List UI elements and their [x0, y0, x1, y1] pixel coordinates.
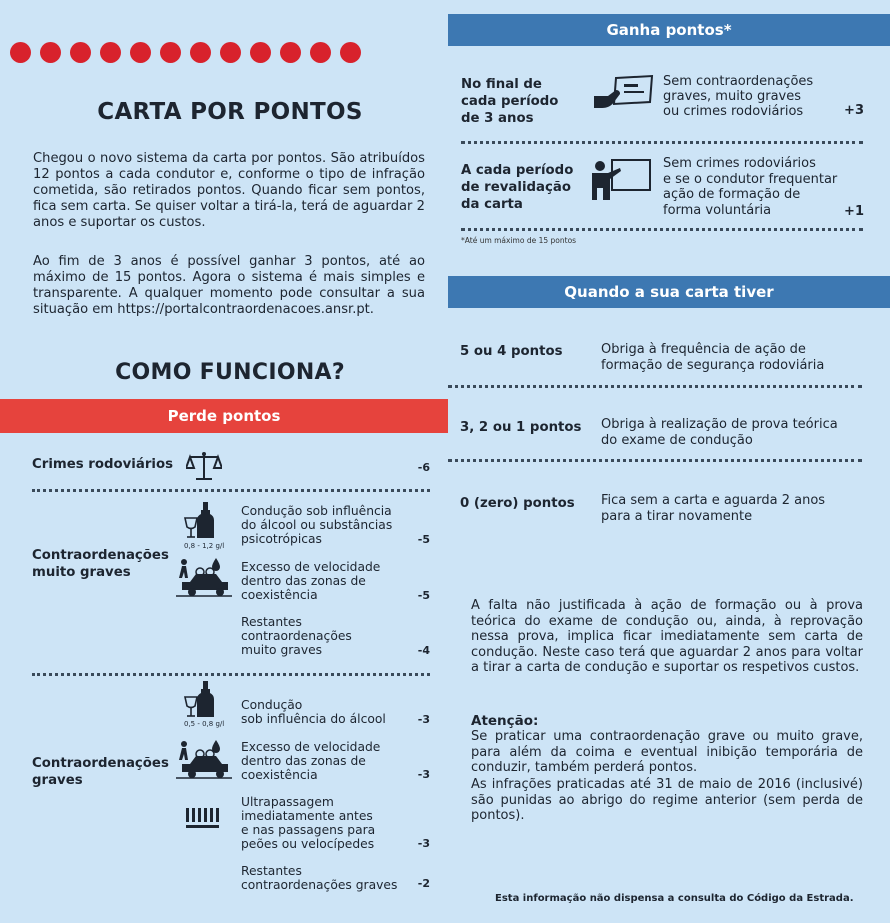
desc-line: sob influência do álcool: [241, 712, 386, 726]
when-row-1-label: 5 ou 4 pontos: [460, 344, 563, 359]
label-line: No final de: [461, 77, 542, 92]
desc-line: e nas passagens para: [241, 823, 376, 837]
very-serious-item-1-points: -5: [417, 533, 430, 546]
attention-paragraph-2: As infrações praticadas até 31 de maio de 2016 (inclusivé) são punidas ao abrigo do regime anterior (sem perda de pontos).: [471, 777, 863, 823]
serious-item-1: [241, 698, 386, 726]
desc-line: Obriga à frequência de ação de: [601, 342, 806, 357]
serious-item-2: [241, 740, 380, 782]
when-row-1-desc: [601, 342, 824, 373]
lose-points-header: Perde pontos: [0, 399, 448, 433]
license-hand-icon: [594, 74, 654, 114]
dot: [10, 42, 31, 63]
desc-line: Ultrapassagem: [241, 795, 334, 809]
label-line: de revalidação: [461, 180, 571, 195]
dot: [130, 42, 151, 63]
desc-line: coexistência: [241, 588, 318, 602]
desc-line: Obriga à realização de prova teórica: [601, 417, 838, 432]
desc-line: psicotrópicas: [241, 532, 322, 546]
desc-line: e se o condutor frequentar: [663, 171, 838, 187]
desc-line: para a tirar novamente: [601, 508, 753, 524]
bottle-glass-icon: [183, 679, 225, 719]
desc-line: peões ou velocípedes: [241, 837, 375, 851]
separator: [461, 228, 863, 231]
desc-line: dentro das zonas de: [241, 754, 366, 768]
when-row-2-desc: [601, 417, 838, 448]
desc-line: Excesso de velocidade: [241, 560, 381, 574]
dot: [160, 42, 181, 63]
alcohol-range-caption: 0,8 - 1,2 g/l: [184, 542, 225, 550]
very-serious-item-3-points: -4: [417, 644, 430, 657]
page-title: CARTA POR PONTOS: [97, 99, 363, 125]
dot: [340, 42, 361, 63]
alcohol-range-caption: 0,5 - 0,8 g/l: [184, 720, 225, 728]
desc-line: ou crimes rodoviários: [663, 104, 804, 119]
desc-line: ação de formação de: [663, 187, 801, 202]
desc-line: forma voluntária: [663, 202, 772, 218]
desc-line: Sem crimes rodoviários: [663, 156, 816, 171]
desc-line: contraordenações: [241, 629, 352, 643]
gain-row-1-desc: [663, 74, 813, 119]
gain-row-1-label: [461, 76, 558, 127]
desc-line: Restantes: [241, 615, 302, 629]
desc-line: dentro das zonas de: [241, 574, 366, 588]
desc-line: Condução sob influência: [241, 504, 392, 518]
attention-title: Atenção:: [471, 713, 539, 729]
gain-row-2-points: +1: [844, 204, 864, 219]
section-title-how: COMO FUNCIONA?: [115, 360, 345, 385]
gain-row-1-points: +3: [844, 103, 864, 118]
desc-line: Condução: [241, 698, 303, 712]
very-serious-item-2: [241, 560, 380, 602]
desc-line: graves, muito graves: [663, 89, 802, 104]
desc-line: Fica sem a carta e aguarda 2 anos: [601, 493, 826, 508]
very-serious-item-3: [241, 615, 352, 657]
scales-icon: [186, 450, 222, 482]
serious-item-1-points: -3: [417, 713, 430, 726]
gain-points-header: Ganha pontos*: [448, 14, 890, 46]
very-serious-label-line1: Contraordenações: [32, 548, 169, 563]
serious-label-line2: graves: [32, 773, 83, 788]
serious-item-3-points: -3: [417, 837, 430, 850]
serious-item-4-points: -2: [417, 877, 430, 890]
footer-note: Esta informação não dispensa a consulta do Código da Estrada.: [495, 893, 854, 904]
desc-line: contraordenações graves: [241, 878, 398, 892]
desc-line: do exame de condução: [601, 432, 753, 448]
desc-line: coexistência: [241, 768, 318, 782]
desc-line: Excesso de velocidade: [241, 740, 381, 754]
teacher-board-icon: [590, 158, 652, 202]
absence-paragraph: A falta não justificada à ação de formação ou à prova teórica do exame de condução ou, ainda, à reprovação nessa prova, implica ficar imediatamente sem carta de condução. Neste caso terá que aguardar 2 anos para voltar a tirar a carta de condução e suportar os respetivos custos.: [471, 598, 863, 675]
dot: [220, 42, 241, 63]
gain-footnote: *Até um máximo de 15 pontos: [461, 236, 577, 245]
when-row-3-desc: [601, 493, 825, 524]
dot: [190, 42, 211, 63]
very-serious-item-1: [241, 504, 392, 546]
crosswalk-icon: [186, 808, 220, 830]
separator: [461, 141, 863, 144]
when-row-3-label: 0 (zero) pontos: [460, 496, 575, 511]
intro-paragraph-1: Chegou o novo sistema da carta por pontos. São atribuídos 12 pontos a cada condutor e, conforme o tipo de infração cometida, são retirados pontos. Quando ficar sem pontos, fica sem carta. Se quiser voltar a tirá-la, terá de aguardar 2 anos e suportar os custos.: [33, 151, 425, 230]
serious-item-3: [241, 795, 375, 851]
dot: [310, 42, 331, 63]
desc-line: Restantes: [241, 864, 302, 878]
crimes-points: -6: [417, 461, 430, 474]
gain-row-2-label: [461, 162, 573, 213]
desc-line: formação de segurança rodoviária: [601, 357, 825, 373]
label-line: da carta: [461, 197, 523, 212]
dot: [40, 42, 61, 63]
label-line: A cada período: [461, 163, 574, 178]
dot: [250, 42, 271, 63]
desc-line: muito graves: [241, 643, 323, 657]
very-serious-label: [32, 547, 169, 581]
separator: [448, 385, 862, 388]
very-serious-label-line2: muito graves: [32, 565, 131, 580]
separator: [448, 459, 862, 462]
serious-item-4: [241, 864, 397, 892]
serious-label: [32, 755, 169, 789]
separator: [32, 489, 430, 492]
dot: [100, 42, 121, 63]
dot: [280, 42, 301, 63]
dot: [70, 42, 91, 63]
separator: [32, 673, 430, 676]
car-pedestrian-icon: [176, 738, 232, 780]
crimes-label: Crimes rodoviários: [32, 457, 174, 472]
desc-line: Sem contraordenações: [663, 74, 814, 89]
serious-item-2-points: -3: [417, 768, 430, 781]
attention-paragraph-1: Se praticar uma contraordenação grave ou muito grave, para além da coima e eventual inibição temporária de conduzir, também perderá pontos.: [471, 729, 863, 775]
decorative-dots: [10, 42, 361, 63]
desc-line: imediatamente antes: [241, 809, 373, 823]
gain-row-2-desc: [663, 156, 837, 218]
intro-paragraph-2: Ao fim de 3 anos é possível ganhar 3 pontos, até ao máximo de 15 pontos. Agora o sistema é mais simples e transparente. A qualquer momento pode consultar a sua situação em https://portalcontraordenacoes.ansr.pt.: [33, 254, 425, 317]
label-line: de 3 anos: [461, 111, 534, 126]
bottle-glass-icon: [183, 500, 225, 540]
car-pedestrian-icon: [176, 556, 232, 598]
label-line: cada período: [461, 94, 559, 109]
when-header: Quando a sua carta tiver: [448, 276, 890, 308]
when-row-2-label: 3, 2 ou 1 pontos: [460, 420, 582, 435]
very-serious-item-2-points: -5: [417, 589, 430, 602]
desc-line: do álcool ou substâncias: [241, 518, 393, 532]
serious-label-line1: Contraordenações: [32, 756, 169, 771]
